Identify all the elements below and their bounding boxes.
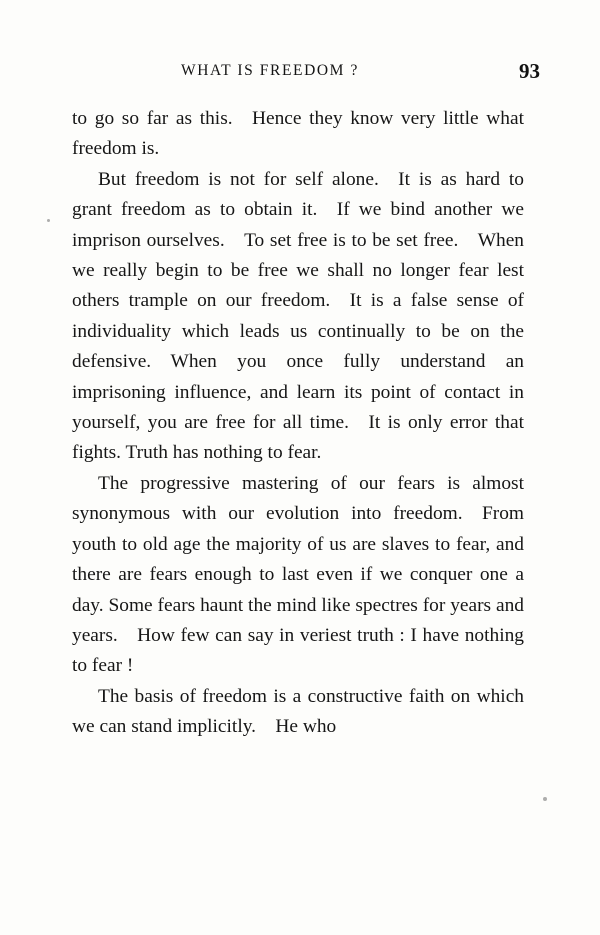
body-text bbox=[72, 104, 524, 743]
page-number: 93 bbox=[519, 59, 540, 83]
page-header bbox=[70, 59, 540, 88]
print-speck bbox=[47, 219, 50, 222]
paragraph: The progressive mastering of our fears is almost synonymous with our evolution into freedom. From youth to old age the majority of us are slaves to fear, and there are fears enough to last even if we conquer one a day. Some fears haunt the mind like spectres for years and years. How few can say in veriest truth : I have nothing to fear ! bbox=[72, 472, 524, 677]
running-title: WHAT IS FREEDOM ? bbox=[180, 62, 360, 79]
paragraph: to go so far as this. Hence they know very little what freedom is. bbox=[72, 108, 524, 160]
print-speck bbox=[543, 797, 547, 801]
paragraph: The basis of freedom is a constructive faith on which we can stand implicitly. He who bbox=[72, 685, 524, 738]
paragraph: But freedom is not for self alone. It is as hard to grant freedom as to obtain it. If we bind another we imprison ourselves. To set free is to be set free. When we really begin to be free we shall no longer fear lest others trample on our freedom. It is a false sense of individuality which leads us continually to be on the defensive. When you once fully understand an imprisoning influence, and learn its point of contact in yourself, you are free for all time. It is only error that fights. Truth has nothing to fear. bbox=[72, 168, 524, 464]
